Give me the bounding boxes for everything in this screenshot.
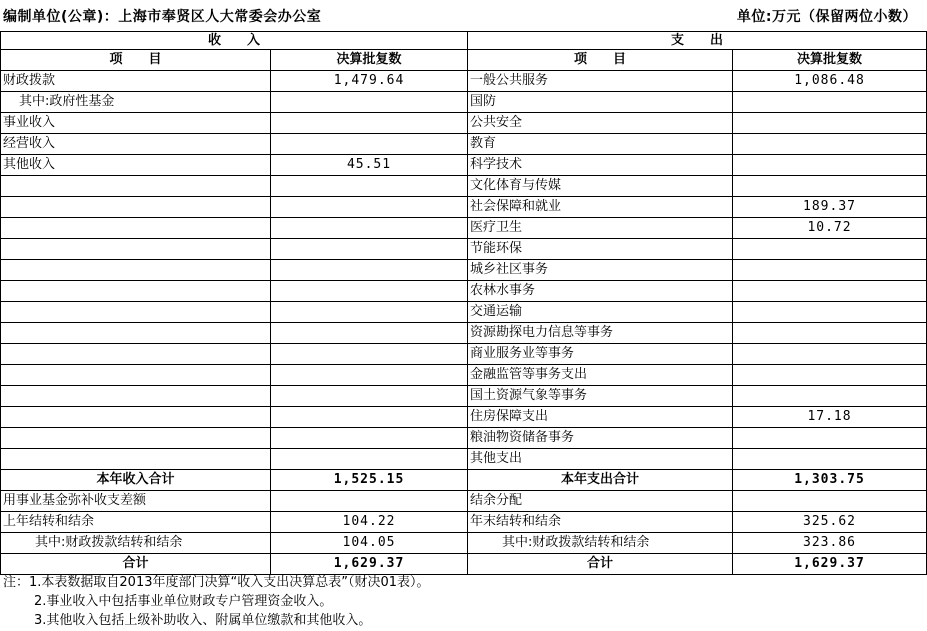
footnote: 3.其他收入包括上级补助收入、附属单位缴款和其他收入。 [34, 613, 372, 628]
out-label: 粮油物资储备事务 [468, 428, 733, 449]
currency-unit: 单位:万元（保留两位小数） [736, 9, 917, 25]
out-value: 323.86 [733, 533, 927, 554]
out-value [733, 134, 927, 155]
out-label: 资源勘探电力信息等事务 [468, 323, 733, 344]
in-label: 财政拨款 [1, 71, 271, 92]
out-label: 科学技术 [468, 155, 733, 176]
in-value [271, 344, 468, 365]
in-value [271, 113, 468, 134]
in-label [1, 218, 271, 239]
in-value [271, 449, 468, 470]
in-value: 1,479.64 [271, 71, 468, 92]
table-row [1, 365, 927, 386]
grand-total-row [1, 554, 927, 575]
in-label [1, 323, 271, 344]
out-value [733, 491, 927, 512]
in-value [271, 218, 468, 239]
in-value [271, 491, 468, 512]
in-label [1, 344, 271, 365]
in-label: 上年结转和结余 [1, 512, 271, 533]
grand-total-in-label: 合计 [1, 554, 271, 575]
in-label: 其中:财政拨款结转和结余 [1, 533, 271, 554]
out-value [733, 302, 927, 323]
in-value: 104.05 [271, 533, 468, 554]
in-label [1, 365, 271, 386]
out-value [733, 323, 927, 344]
out-label: 国土资源气象等事务 [468, 386, 733, 407]
in-label: 经营收入 [1, 134, 271, 155]
in-value [271, 239, 468, 260]
out-label: 节能环保 [468, 239, 733, 260]
out-label: 交通运输 [468, 302, 733, 323]
in-label [1, 449, 271, 470]
in-label [1, 197, 271, 218]
out-label: 其中:财政拨款结转和结余 [468, 533, 733, 554]
out-value [733, 428, 927, 449]
out-label: 文化体育与传媒 [468, 176, 733, 197]
in-label [1, 302, 271, 323]
income-total-label: 本年收入合计 [1, 470, 271, 491]
out-label: 住房保障支出 [468, 407, 733, 428]
table-row [1, 197, 927, 218]
section-header-row [1, 32, 927, 50]
grand-total-in-value: 1,629.37 [271, 554, 468, 575]
out-value: 17.18 [733, 407, 927, 428]
in-label: 用事业基金弥补收支差额 [1, 491, 271, 512]
table-row [1, 281, 927, 302]
income-section-title: 收 入 [1, 32, 468, 50]
out-label: 一般公共服务 [468, 71, 733, 92]
table-row [1, 218, 927, 239]
table-row [1, 344, 927, 365]
table-row [1, 533, 927, 554]
table-row [1, 260, 927, 281]
in-value [271, 386, 468, 407]
out-value [733, 386, 927, 407]
table-row [1, 92, 927, 113]
in-label: 其他收入 [1, 155, 271, 176]
in-label [1, 386, 271, 407]
out-label: 教育 [468, 134, 733, 155]
out-value: 325.62 [733, 512, 927, 533]
in-label [1, 281, 271, 302]
in-value: 104.22 [271, 512, 468, 533]
table-row [1, 428, 927, 449]
table-row [1, 71, 927, 92]
in-label [1, 407, 271, 428]
out-value [733, 113, 927, 134]
out-label: 结余分配 [468, 491, 733, 512]
in-value [271, 92, 468, 113]
out-value [733, 260, 927, 281]
out-value [733, 365, 927, 386]
out-label: 商业服务业等事务 [468, 344, 733, 365]
expense-section-title: 支 出 [468, 32, 927, 50]
out-value [733, 176, 927, 197]
out-label: 城乡社区事务 [468, 260, 733, 281]
in-value [271, 428, 468, 449]
out-label: 农林水事务 [468, 281, 733, 302]
table-row [1, 134, 927, 155]
out-label: 医疗卫生 [468, 218, 733, 239]
out-value: 189.37 [733, 197, 927, 218]
in-label [1, 176, 271, 197]
grand-total-out-label: 合计 [468, 554, 733, 575]
income-total-value: 1,525.15 [271, 470, 468, 491]
in-value [271, 302, 468, 323]
col-item-in: 项 目 [1, 50, 271, 71]
in-label: 事业收入 [1, 113, 271, 134]
out-value: 10.72 [733, 218, 927, 239]
in-label [1, 428, 271, 449]
out-label: 年末结转和结余 [468, 512, 733, 533]
out-label: 社会保障和就业 [468, 197, 733, 218]
table-row [1, 449, 927, 470]
out-label: 国防 [468, 92, 733, 113]
in-value [271, 323, 468, 344]
compiling-unit: 编制单位(公章)：上海市奉贤区人大常委会办公室 [3, 9, 322, 25]
in-value [271, 407, 468, 428]
out-label: 金融监管等事务支出 [468, 365, 733, 386]
out-value [733, 281, 927, 302]
in-value [271, 197, 468, 218]
footnotes [3, 573, 430, 630]
in-value [271, 134, 468, 155]
out-value: 1,086.48 [733, 71, 927, 92]
table-row [1, 323, 927, 344]
col-amount-out: 决算批复数 [733, 50, 927, 71]
out-label: 公共安全 [468, 113, 733, 134]
in-label [1, 239, 271, 260]
table-row [1, 512, 927, 533]
budget-table [0, 31, 927, 575]
in-label [1, 260, 271, 281]
table-row [1, 491, 927, 512]
table-row [1, 176, 927, 197]
in-value [271, 176, 468, 197]
report-header [0, 0, 927, 30]
expense-total-value: 1,303.75 [733, 470, 927, 491]
grand-total-out-value: 1,629.37 [733, 554, 927, 575]
table-row [1, 155, 927, 176]
table-row [1, 407, 927, 428]
out-value [733, 449, 927, 470]
table-row [1, 302, 927, 323]
in-value [271, 260, 468, 281]
out-value [733, 92, 927, 113]
table-row [1, 113, 927, 134]
table-row [1, 386, 927, 407]
footnote: 注：1.本表数据取自2013年度部门决算“收入支出决算总表”（财决01表）。 [3, 575, 430, 590]
footnote: 2.事业收入中包括事业单位财政专户管理资金收入。 [34, 594, 333, 609]
in-value [271, 365, 468, 386]
table-row [1, 239, 927, 260]
out-value [733, 344, 927, 365]
in-label: 其中:政府性基金 [1, 92, 271, 113]
col-amount-in: 决算批复数 [271, 50, 468, 71]
column-header-row [1, 50, 927, 71]
expense-total-label: 本年支出合计 [468, 470, 733, 491]
totals-row [1, 470, 927, 491]
col-item-out: 项 目 [468, 50, 733, 71]
in-value [271, 281, 468, 302]
out-value [733, 239, 927, 260]
out-label: 其他支出 [468, 449, 733, 470]
in-value: 45.51 [271, 155, 468, 176]
out-value [733, 155, 927, 176]
